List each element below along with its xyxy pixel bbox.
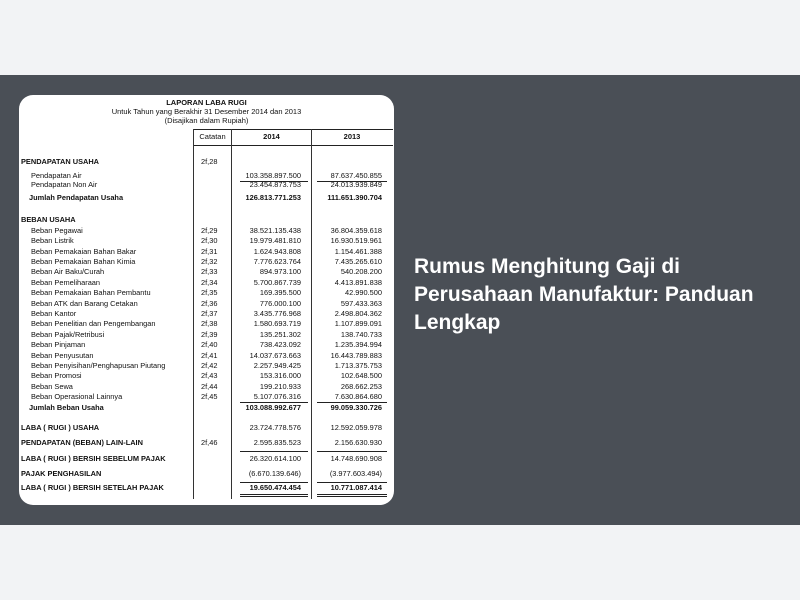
row-value-2013: 1.235.394.994 [334, 340, 382, 349]
row-note: 2f,42 [201, 361, 218, 370]
row-value-2014: 738.423.092 [259, 340, 301, 349]
statement-row [19, 278, 394, 288]
row-note: 2f,39 [201, 330, 218, 339]
report-subtitle: Untuk Tahun yang Berakhir 31 Desember 2014 dan 2013 [111, 107, 302, 116]
row-label: LABA ( RUGI ) USAHA [21, 423, 100, 432]
total-double-rule [317, 494, 387, 495]
row-label: PENDAPATAN USAHA [21, 157, 100, 166]
row-label: Beban Air Baku/Curah [31, 267, 105, 276]
row-value-2014: (6.670.139.646) [248, 469, 301, 478]
statement-row [19, 392, 394, 402]
row-value-2013: 1.107.899.091 [334, 319, 382, 328]
statement-row [19, 247, 394, 257]
row-label: Beban Pajak/Retribusi [31, 330, 105, 339]
row-label: Beban Pinjaman [31, 340, 86, 349]
row-value-2014: 2.595.835.523 [253, 438, 301, 447]
row-value-2013: 102.648.500 [340, 371, 382, 380]
row-value-2013: 2.156.630.930 [334, 438, 382, 447]
row-value-2013: (3.977.603.494) [329, 469, 382, 478]
row-note: 2f,31 [201, 247, 218, 256]
col-header-catatan: Catatan [199, 132, 226, 141]
statement-row [19, 438, 394, 448]
row-label: Beban Sewa [31, 382, 73, 391]
row-label: BEBAN USAHA [21, 215, 76, 224]
header-top-rule [193, 129, 393, 130]
row-label: Beban Penyisihan/Penghapusan Piutang [31, 361, 166, 370]
row-value-2013: 268.662.253 [340, 382, 382, 391]
row-value-2013: 14.748.690.908 [330, 454, 382, 463]
row-value-2013: 1.713.375.753 [334, 361, 382, 370]
row-value-2013: 7.435.265.610 [334, 257, 382, 266]
statement-row [19, 299, 394, 309]
row-label: Beban Pemakaian Bahan Kimia [31, 257, 136, 266]
row-note: 2f,40 [201, 340, 218, 349]
statement-row [19, 403, 394, 413]
row-value-2014: 38.521.135.438 [249, 226, 301, 235]
statement-row [19, 309, 394, 319]
report-currency-note: (Disajikan dalam Rupiah) [164, 116, 249, 125]
row-label: Jumlah Pendapatan Usaha [29, 193, 124, 202]
subtotal-rule [317, 451, 387, 452]
row-value-2013: 87.637.450.855 [330, 171, 382, 180]
row-value-2014: 1.580.693.719 [253, 319, 301, 328]
statement-row [19, 330, 394, 340]
row-value-2014: 2.257.949.425 [253, 361, 301, 370]
total-double-rule [240, 494, 308, 495]
statement-row [19, 361, 394, 371]
statement-row [19, 236, 394, 246]
row-value-2013: 7.630.864.680 [334, 392, 382, 401]
row-value-2013: 1.154.461.388 [334, 247, 382, 256]
row-note: 2f,46 [201, 438, 218, 447]
row-value-2014: 5.700.867.739 [253, 278, 301, 287]
row-note: 2f,35 [201, 288, 218, 297]
statement-row [19, 267, 394, 277]
statement-row [19, 226, 394, 236]
row-value-2014: 776.000.100 [259, 299, 301, 308]
row-value-2014: 3.435.776.968 [253, 309, 301, 318]
row-label: Beban Pemakaian Bahan Pembantu [31, 288, 151, 297]
row-label: Beban Pegawai [31, 226, 83, 235]
row-value-2014: 135.251.302 [259, 330, 301, 339]
row-label: Pendapatan Non Air [31, 180, 98, 189]
row-value-2014: 23.454.873.753 [249, 180, 301, 189]
statement-row [19, 483, 394, 493]
row-value-2013: 138.740.733 [340, 330, 382, 339]
statement-row [19, 469, 394, 479]
row-note: 2f,45 [201, 392, 218, 401]
statement-row [19, 288, 394, 298]
row-label: Beban Operasional Lainnya [31, 392, 123, 401]
row-note: 2f,43 [201, 371, 218, 380]
row-value-2013: 597.433.363 [340, 299, 382, 308]
statement-row [19, 351, 394, 361]
row-value-2014: 5.107.076.316 [253, 392, 301, 401]
row-value-2014: 103.088.992.677 [245, 403, 301, 412]
statement-row [19, 215, 394, 225]
statement-row [19, 180, 394, 190]
row-note: 2f,38 [201, 319, 218, 328]
statement-row [19, 193, 394, 203]
row-label: Beban Promosi [31, 371, 82, 380]
total-double-rule [240, 496, 308, 497]
statement-row [19, 157, 394, 167]
row-label: Beban Listrik [31, 236, 74, 245]
statement-row [19, 454, 394, 464]
row-value-2014: 153.316.000 [259, 371, 301, 380]
total-double-rule [317, 496, 387, 497]
row-label: Beban Kantor [31, 309, 77, 318]
row-label: Beban ATK dan Barang Cetakan [31, 299, 138, 308]
header-bottom-rule [193, 145, 393, 146]
row-value-2014: 126.813.771.253 [245, 193, 301, 202]
row-value-2014: 169.395.500 [259, 288, 301, 297]
row-value-2014: 7.776.623.764 [253, 257, 301, 266]
row-label: Jumlah Beban Usaha [29, 403, 104, 412]
subtotal-rule [240, 451, 308, 452]
row-note: 2f,34 [201, 278, 218, 287]
row-note: 2f,44 [201, 382, 218, 391]
row-value-2014: 1.624.943.808 [253, 247, 301, 256]
statement-row [19, 382, 394, 392]
statement-row [19, 319, 394, 329]
row-value-2013: 111.651.390.704 [327, 193, 382, 202]
row-value-2014: 19.650.474.454 [249, 483, 301, 492]
row-value-2013: 10.771.087.414 [330, 483, 382, 492]
row-value-2013: 12.592.059.978 [330, 423, 382, 432]
row-value-2013: 42.990.500 [345, 288, 382, 297]
row-note: 2f,29 [201, 226, 218, 235]
row-label: Beban Pemakaian Bahan Bakar [31, 247, 137, 256]
row-value-2013: 16.930.519.961 [330, 236, 382, 245]
col-header-2013: 2013 [343, 132, 361, 141]
row-note: 2f,41 [201, 351, 218, 360]
row-note: 2f,30 [201, 236, 218, 245]
row-label: LABA ( RUGI ) BERSIH SETELAH PAJAK [21, 483, 164, 492]
row-value-2013: 4.413.891.838 [334, 278, 382, 287]
row-value-2014: 23.724.778.576 [249, 423, 301, 432]
income-statement-image [19, 95, 394, 505]
row-note: 2f,36 [201, 299, 218, 308]
row-label: Beban Penelitian dan Pengembangan [31, 319, 156, 328]
row-value-2014: 14.037.673.663 [249, 351, 301, 360]
row-value-2013: 99.059.330.726 [330, 403, 382, 412]
row-value-2014: 894.973.100 [259, 267, 301, 276]
income-statement-document [19, 95, 394, 505]
row-value-2013: 540.208.200 [340, 267, 382, 276]
row-note: 2f,37 [201, 309, 218, 318]
row-label: Pendapatan Air [31, 171, 82, 180]
row-label: Beban Penyusutan [31, 351, 94, 360]
row-label: PAJAK PENGHASILAN [21, 469, 102, 478]
report-title: LAPORAN LABA RUGI [166, 98, 247, 107]
row-note: 2f,33 [201, 267, 218, 276]
row-value-2014: 103.358.897.500 [245, 171, 301, 180]
row-label: LABA ( RUGI ) BERSIH SEBELUM PAJAK [21, 454, 166, 463]
row-value-2014: 19.979.481.810 [249, 236, 301, 245]
row-value-2014: 199.210.933 [259, 382, 301, 391]
row-value-2013: 36.804.359.618 [330, 226, 382, 235]
col-header-2014: 2014 [263, 132, 280, 141]
statement-row [19, 257, 394, 267]
row-value-2013: 24.013.939.849 [330, 180, 382, 189]
row-label: Beban Pemeliharaan [31, 278, 101, 287]
row-label: PENDAPATAN (BEBAN) LAIN-LAIN [21, 438, 143, 447]
row-value-2013: 2.498.804.362 [334, 309, 382, 318]
row-value-2013: 16.443.789.883 [330, 351, 382, 360]
row-value-2014: 26.320.614.100 [249, 454, 301, 463]
article-headline: Rumus Menghitung Gaji di Perusahaan Manufaktur: Panduan Lengkap [414, 255, 754, 334]
row-note: 2f,32 [201, 257, 218, 266]
statement-row [19, 423, 394, 433]
statement-row [19, 371, 394, 381]
row-note: 2f,28 [201, 157, 218, 166]
statement-row [19, 340, 394, 350]
